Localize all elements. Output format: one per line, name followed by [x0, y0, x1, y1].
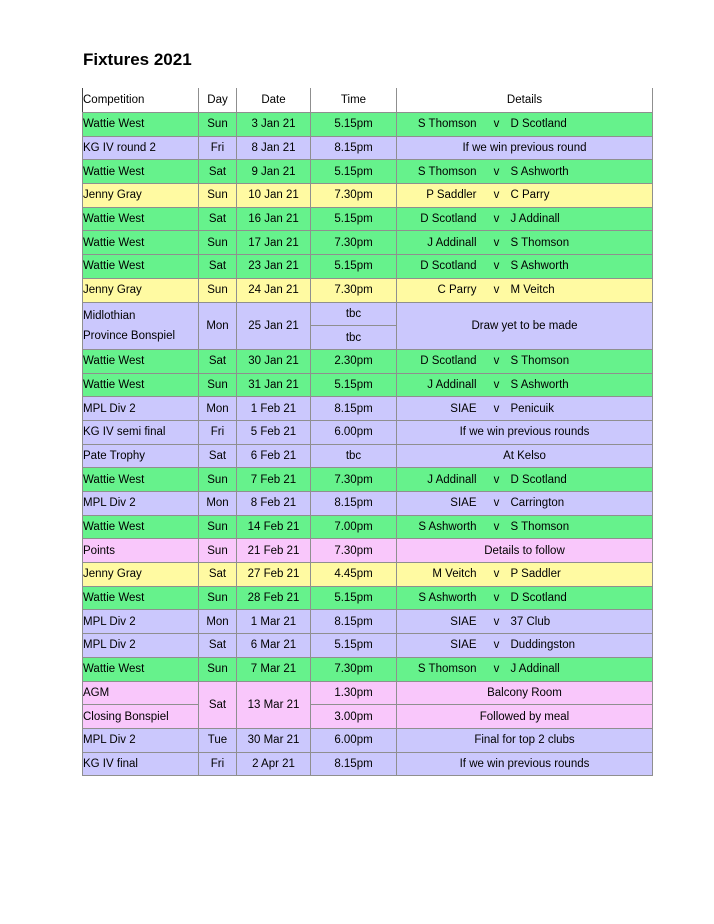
table-row [83, 349, 653, 373]
date-cell: 24 Jan 21 [237, 278, 311, 302]
home-team-cell: J Addinall [397, 231, 483, 255]
table-row [83, 397, 653, 421]
details-cell: If we win previous round [397, 136, 653, 160]
day-cell: Mon [199, 302, 237, 349]
competition-cell: Wattie West [83, 349, 199, 373]
table-row [83, 302, 653, 326]
home-team-cell: S Thomson [397, 160, 483, 184]
time-cell: 8.15pm [311, 610, 397, 634]
day-cell: Sat [199, 681, 237, 728]
date-cell: 30 Jan 21 [237, 349, 311, 373]
versus-cell: v [483, 113, 511, 137]
table-row [83, 492, 653, 516]
competition-cell: Points [83, 539, 199, 563]
versus-cell: v [483, 397, 511, 421]
competition-cell: MPL Div 2 [83, 492, 199, 516]
away-team-cell: S Thomson [511, 515, 653, 539]
competition-cell: MPL Div 2 [83, 610, 199, 634]
table-row [83, 444, 653, 468]
home-team-cell: D Scotland [397, 207, 483, 231]
competition-cell [83, 302, 199, 349]
time-cell: 7.30pm [311, 468, 397, 492]
versus-cell: v [483, 231, 511, 255]
date-cell: 6 Mar 21 [237, 634, 311, 658]
away-team-cell: Carrington [511, 492, 653, 516]
home-team-cell: S Thomson [397, 657, 483, 681]
time-cell: 7.30pm [311, 657, 397, 681]
time-cell: 7.30pm [311, 231, 397, 255]
table-row [83, 610, 653, 634]
time-cell: 7.30pm [311, 184, 397, 208]
away-team-cell: S Ashworth [511, 255, 653, 279]
competition-cell: Closing Bonspiel [83, 705, 199, 729]
competition-cell: Jenny Gray [83, 563, 199, 587]
competition-cell: KG IV round 2 [83, 136, 199, 160]
table-row [83, 113, 653, 137]
header-competition: Competition [83, 88, 199, 113]
time-cell: 6.00pm [311, 728, 397, 752]
table-row [83, 728, 653, 752]
header-date: Date [237, 88, 311, 113]
time-cell: tbc [311, 444, 397, 468]
competition-cell: Wattie West [83, 373, 199, 397]
competition-cell: Wattie West [83, 586, 199, 610]
versus-cell: v [483, 492, 511, 516]
versus-cell: v [483, 207, 511, 231]
competition-cell: Wattie West [83, 113, 199, 137]
date-cell: 8 Jan 21 [237, 136, 311, 160]
time-cell: tbc [311, 302, 397, 326]
day-cell: Fri [199, 420, 237, 444]
versus-cell: v [483, 610, 511, 634]
competition-cell: Wattie West [83, 657, 199, 681]
time-cell: 6.00pm [311, 420, 397, 444]
time-cell: 5.15pm [311, 160, 397, 184]
competition-cell: Wattie West [83, 255, 199, 279]
time-cell: 1.30pm [311, 681, 397, 705]
versus-cell: v [483, 657, 511, 681]
day-cell: Sat [199, 444, 237, 468]
date-cell: 9 Jan 21 [237, 160, 311, 184]
competition-cell: MPL Div 2 [83, 397, 199, 421]
away-team-cell: S Ashworth [511, 373, 653, 397]
table-row [83, 184, 653, 208]
day-cell: Sun [199, 231, 237, 255]
versus-cell: v [483, 468, 511, 492]
competition-cell: Wattie West [83, 207, 199, 231]
table-row [83, 136, 653, 160]
date-cell: 10 Jan 21 [237, 184, 311, 208]
date-cell: 8 Feb 21 [237, 492, 311, 516]
date-cell: 13 Mar 21 [237, 681, 311, 728]
time-cell: 5.15pm [311, 373, 397, 397]
versus-cell: v [483, 586, 511, 610]
details-cell: Followed by meal [397, 705, 653, 729]
versus-cell: v [483, 634, 511, 658]
date-cell: 23 Jan 21 [237, 255, 311, 279]
table-row [83, 373, 653, 397]
table-row [83, 515, 653, 539]
date-cell: 6 Feb 21 [237, 444, 311, 468]
table-row [83, 705, 653, 729]
day-cell: Sun [199, 539, 237, 563]
home-team-cell: S Ashworth [397, 515, 483, 539]
date-cell: 17 Jan 21 [237, 231, 311, 255]
details-cell: Final for top 2 clubs [397, 728, 653, 752]
date-cell: 7 Mar 21 [237, 657, 311, 681]
day-cell: Sat [199, 349, 237, 373]
table-row [83, 563, 653, 587]
home-team-cell: J Addinall [397, 373, 483, 397]
day-cell: Sun [199, 586, 237, 610]
day-cell: Fri [199, 752, 237, 776]
time-cell: 5.15pm [311, 113, 397, 137]
day-cell: Sun [199, 184, 237, 208]
date-cell: 16 Jan 21 [237, 207, 311, 231]
day-cell: Sat [199, 563, 237, 587]
away-team-cell: J Addinall [511, 207, 653, 231]
competition-cell: Wattie West [83, 515, 199, 539]
versus-cell: v [483, 184, 511, 208]
versus-cell: v [483, 160, 511, 184]
away-team-cell: C Parry [511, 184, 653, 208]
day-cell: Sun [199, 278, 237, 302]
home-team-cell: C Parry [397, 278, 483, 302]
table-row [83, 255, 653, 279]
table-row [83, 468, 653, 492]
details-cell: If we win previous rounds [397, 420, 653, 444]
table-row [83, 420, 653, 444]
table-row [83, 539, 653, 563]
time-cell: 5.15pm [311, 255, 397, 279]
date-cell: 1 Feb 21 [237, 397, 311, 421]
details-cell: Balcony Room [397, 681, 653, 705]
day-cell: Mon [199, 492, 237, 516]
away-team-cell: P Saddler [511, 563, 653, 587]
time-cell: 7.30pm [311, 278, 397, 302]
competition-cell: Wattie West [83, 231, 199, 255]
away-team-cell: D Scotland [511, 586, 653, 610]
day-cell: Sat [199, 160, 237, 184]
date-cell: 7 Feb 21 [237, 468, 311, 492]
day-cell: Sun [199, 468, 237, 492]
day-cell: Tue [199, 728, 237, 752]
home-team-cell: D Scotland [397, 349, 483, 373]
date-cell: 21 Feb 21 [237, 539, 311, 563]
date-cell: 14 Feb 21 [237, 515, 311, 539]
details-cell: If we win previous rounds [397, 752, 653, 776]
time-cell: 2.30pm [311, 349, 397, 373]
home-team-cell: D Scotland [397, 255, 483, 279]
away-team-cell: S Thomson [511, 231, 653, 255]
time-cell: 8.15pm [311, 397, 397, 421]
date-cell: 27 Feb 21 [237, 563, 311, 587]
date-cell: 25 Jan 21 [237, 302, 311, 349]
day-cell: Sun [199, 657, 237, 681]
date-cell: 30 Mar 21 [237, 728, 311, 752]
competition-cell: Jenny Gray [83, 278, 199, 302]
time-cell: 8.15pm [311, 492, 397, 516]
versus-cell: v [483, 278, 511, 302]
away-team-cell: D Scotland [511, 113, 653, 137]
away-team-cell: J Addinall [511, 657, 653, 681]
day-cell: Sun [199, 373, 237, 397]
competition-cell: Wattie West [83, 160, 199, 184]
home-team-cell: SIAE [397, 492, 483, 516]
header-day: Day [199, 88, 237, 113]
time-cell: 4.45pm [311, 563, 397, 587]
table-row [83, 207, 653, 231]
details-cell: Details to follow [397, 539, 653, 563]
table-row [83, 634, 653, 658]
table-row [83, 231, 653, 255]
home-team-cell: S Thomson [397, 113, 483, 137]
header-row [83, 88, 653, 113]
day-cell: Mon [199, 610, 237, 634]
away-team-cell: 37 Club [511, 610, 653, 634]
competition-cell: Jenny Gray [83, 184, 199, 208]
home-team-cell: SIAE [397, 634, 483, 658]
table-row [83, 160, 653, 184]
away-team-cell: S Thomson [511, 349, 653, 373]
time-cell: 8.15pm [311, 752, 397, 776]
home-team-cell: S Ashworth [397, 586, 483, 610]
date-cell: 31 Jan 21 [237, 373, 311, 397]
competition-cell: KG IV final [83, 752, 199, 776]
competition-cell: Pate Trophy [83, 444, 199, 468]
competition-line: Province Bonspiel [83, 329, 176, 342]
versus-cell: v [483, 563, 511, 587]
competition-cell: AGM [83, 681, 199, 705]
time-cell: 7.30pm [311, 539, 397, 563]
time-cell: 5.15pm [311, 207, 397, 231]
home-team-cell: P Saddler [397, 184, 483, 208]
date-cell: 5 Feb 21 [237, 420, 311, 444]
day-cell: Sat [199, 255, 237, 279]
versus-cell: v [483, 373, 511, 397]
time-cell: 8.15pm [311, 136, 397, 160]
time-cell: tbc [311, 326, 397, 350]
details-cell: Draw yet to be made [397, 302, 653, 349]
competition-line: Midlothian [83, 309, 136, 322]
versus-cell: v [483, 349, 511, 373]
table-row [83, 752, 653, 776]
away-team-cell: Duddingston [511, 634, 653, 658]
away-team-cell: Penicuik [511, 397, 653, 421]
date-cell: 3 Jan 21 [237, 113, 311, 137]
fixtures-table [82, 88, 653, 776]
versus-cell: v [483, 255, 511, 279]
away-team-cell: D Scotland [511, 468, 653, 492]
table-row [83, 681, 653, 705]
header-details: Details [397, 88, 653, 113]
home-team-cell: SIAE [397, 397, 483, 421]
table-row [83, 657, 653, 681]
date-cell: 2 Apr 21 [237, 752, 311, 776]
day-cell: Sun [199, 515, 237, 539]
details-cell: At Kelso [397, 444, 653, 468]
home-team-cell: M Veitch [397, 563, 483, 587]
table-row [83, 586, 653, 610]
competition-cell: MPL Div 2 [83, 634, 199, 658]
home-team-cell: SIAE [397, 610, 483, 634]
away-team-cell: M Veitch [511, 278, 653, 302]
home-team-cell: J Addinall [397, 468, 483, 492]
competition-cell: KG IV semi final [83, 420, 199, 444]
date-cell: 1 Mar 21 [237, 610, 311, 634]
time-cell: 3.00pm [311, 705, 397, 729]
competition-cell: MPL Div 2 [83, 728, 199, 752]
table-row [83, 278, 653, 302]
versus-cell: v [483, 515, 511, 539]
day-cell: Sat [199, 207, 237, 231]
day-cell: Sat [199, 634, 237, 658]
day-cell: Mon [199, 397, 237, 421]
time-cell: 7.00pm [311, 515, 397, 539]
time-cell: 5.15pm [311, 586, 397, 610]
date-cell: 28 Feb 21 [237, 586, 311, 610]
day-cell: Fri [199, 136, 237, 160]
time-cell: 5.15pm [311, 634, 397, 658]
header-time: Time [311, 88, 397, 113]
competition-cell: Wattie West [83, 468, 199, 492]
away-team-cell: S Ashworth [511, 160, 653, 184]
page-title: Fixtures 2021 [83, 50, 192, 69]
day-cell: Sun [199, 113, 237, 137]
